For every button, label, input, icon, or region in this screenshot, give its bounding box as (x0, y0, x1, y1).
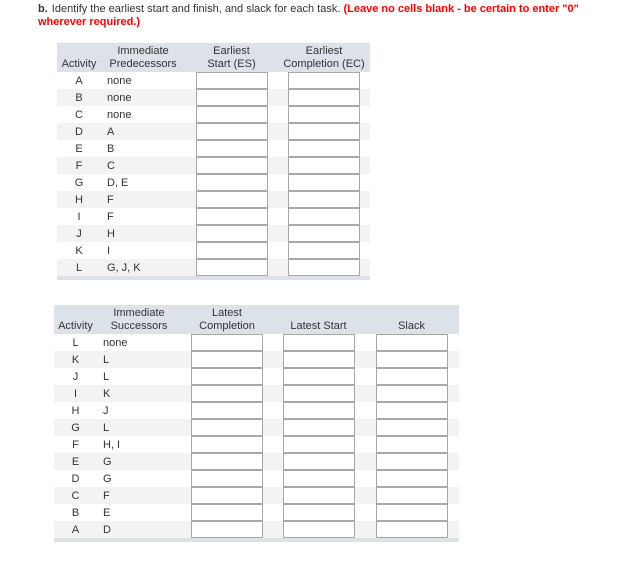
es-input[interactable] (196, 259, 268, 276)
slack-cell (364, 334, 459, 351)
es-cell (185, 140, 278, 157)
es-cell (185, 259, 278, 276)
activity-cell: L (57, 259, 101, 276)
table1-row (57, 259, 370, 276)
lc-input[interactable] (191, 334, 263, 351)
table1-row (57, 140, 370, 157)
es-input[interactable] (196, 89, 268, 106)
slack-input[interactable] (376, 385, 448, 402)
table2-header-activity: Activity (54, 305, 97, 334)
slack-input[interactable] (376, 368, 448, 385)
relation-cell: C (101, 157, 185, 174)
lc-cell (181, 385, 273, 402)
table2-row (54, 487, 459, 504)
ls-cell (273, 453, 364, 470)
relation-cell: H, I (97, 436, 181, 453)
lc-cell (181, 436, 273, 453)
lc-input[interactable] (191, 521, 263, 538)
ec-input[interactable] (288, 242, 360, 259)
table2-header-ls: Latest Start (273, 305, 364, 334)
ls-input[interactable] (283, 487, 355, 504)
ec-input[interactable] (288, 72, 360, 89)
lc-cell (181, 487, 273, 504)
relation-cell: H (101, 225, 185, 242)
activity-cell: H (54, 402, 97, 419)
relation-cell: K (97, 385, 181, 402)
lc-input[interactable] (191, 487, 263, 504)
activity-cell: A (57, 72, 101, 89)
ec-cell (278, 123, 370, 140)
table1-header-predecessors: Immediate Predecessors (101, 43, 185, 72)
question-text (38, 3, 598, 29)
relation-cell: A (101, 123, 185, 140)
lc-cell (181, 453, 273, 470)
activity-cell: K (54, 351, 97, 368)
activity-cell: E (57, 140, 101, 157)
table2-row (54, 521, 459, 538)
ls-cell (273, 504, 364, 521)
ls-input[interactable] (283, 402, 355, 419)
relation-cell: G (97, 453, 181, 470)
lc-input[interactable] (191, 470, 263, 487)
ec-input[interactable] (288, 225, 360, 242)
ls-input[interactable] (283, 436, 355, 453)
slack-cell (364, 504, 459, 521)
table2-row (54, 402, 459, 419)
question-prompt: Identify the earliest start and finish, and slack for each task. (51, 3, 341, 15)
activity-cell: K (57, 242, 101, 259)
lc-input[interactable] (191, 504, 263, 521)
activity-cell: I (54, 385, 97, 402)
es-cell (185, 208, 278, 225)
slack-cell (364, 487, 459, 504)
relation-cell: J (97, 402, 181, 419)
table2-row (54, 436, 459, 453)
slack-input[interactable] (376, 436, 448, 453)
relation-cell: B (101, 140, 185, 157)
activity-cell: H (57, 191, 101, 208)
slack-input[interactable] (376, 402, 448, 419)
relation-cell: none (101, 72, 185, 89)
slack-cell (364, 453, 459, 470)
es-cell (185, 225, 278, 242)
question-label: b. (38, 3, 48, 15)
table2-row (54, 334, 459, 351)
ls-cell (273, 487, 364, 504)
ls-input[interactable] (283, 453, 355, 470)
activity-cell: D (57, 123, 101, 140)
es-cell (185, 157, 278, 174)
ec-cell (278, 174, 370, 191)
ls-input[interactable] (283, 504, 355, 521)
relation-cell: L (97, 368, 181, 385)
relation-cell: L (97, 351, 181, 368)
activity-cell: D (54, 470, 97, 487)
table2-header-slack: Slack (364, 305, 459, 334)
ls-input[interactable] (283, 521, 355, 538)
slack-input[interactable] (376, 521, 448, 538)
es-input[interactable] (196, 140, 268, 157)
ls-cell (273, 402, 364, 419)
lc-cell (181, 521, 273, 538)
table2-row (54, 368, 459, 385)
slack-input[interactable] (376, 419, 448, 436)
lc-input[interactable] (191, 385, 263, 402)
table1-row (57, 72, 370, 89)
ec-cell (278, 259, 370, 276)
slack-input[interactable] (376, 334, 448, 351)
table1-header-row (57, 43, 370, 72)
table1-row (57, 242, 370, 259)
es-input[interactable] (196, 242, 268, 259)
ls-input[interactable] (283, 385, 355, 402)
ec-input[interactable] (288, 89, 360, 106)
activity-cell: A (54, 521, 97, 538)
es-cell (185, 242, 278, 259)
relation-cell: D (97, 521, 181, 538)
es-cell (185, 72, 278, 89)
activity-cell: J (57, 225, 101, 242)
ec-cell (278, 89, 370, 106)
relation-cell: E (97, 504, 181, 521)
lc-cell (181, 368, 273, 385)
ls-cell (273, 470, 364, 487)
es-input[interactable] (196, 174, 268, 191)
activity-cell: F (57, 157, 101, 174)
lc-cell (181, 504, 273, 521)
table2-row (54, 504, 459, 521)
slack-input[interactable] (376, 453, 448, 470)
activity-cell: C (54, 487, 97, 504)
table-footer-bar (57, 276, 370, 280)
ls-input[interactable] (283, 419, 355, 436)
table1-header-activity: Activity (57, 43, 101, 72)
table2-header-lc: Latest Completion (181, 305, 273, 334)
earliest-times-table (57, 43, 370, 280)
slack-cell (364, 351, 459, 368)
table1-row (57, 208, 370, 225)
activity-cell: G (57, 174, 101, 191)
es-cell (185, 106, 278, 123)
lc-input[interactable] (191, 351, 263, 368)
table-footer-cell (54, 538, 459, 542)
relation-cell: F (97, 487, 181, 504)
es-input[interactable] (196, 191, 268, 208)
table2-header-successors: Immediate Successors (97, 305, 181, 334)
table-footer-bar (54, 538, 459, 542)
ec-cell (278, 191, 370, 208)
ls-input[interactable] (283, 351, 355, 368)
slack-cell (364, 402, 459, 419)
table2-row (54, 385, 459, 402)
table2-header-row (54, 305, 459, 334)
slack-cell (364, 368, 459, 385)
ec-input[interactable] (288, 123, 360, 140)
relation-cell: D, E (101, 174, 185, 191)
slack-cell (364, 470, 459, 487)
table1-row (57, 191, 370, 208)
slack-cell (364, 436, 459, 453)
ec-cell (278, 72, 370, 89)
es-input[interactable] (196, 72, 268, 89)
es-input[interactable] (196, 106, 268, 123)
ls-input[interactable] (283, 470, 355, 487)
ec-input[interactable] (288, 191, 360, 208)
activity-cell: C (57, 106, 101, 123)
ec-cell (278, 106, 370, 123)
lc-input[interactable] (191, 419, 263, 436)
question-note: (Leave no cells blank - be certain to enter "0" wherever required.) (38, 3, 579, 28)
table2-row (54, 470, 459, 487)
relation-cell: F (101, 208, 185, 225)
es-cell (185, 123, 278, 140)
ls-cell (273, 351, 364, 368)
ec-cell (278, 225, 370, 242)
table2-row (54, 419, 459, 436)
ec-input[interactable] (288, 157, 360, 174)
lc-cell (181, 402, 273, 419)
ec-input[interactable] (288, 208, 360, 225)
slack-input[interactable] (376, 351, 448, 368)
activity-cell: G (54, 419, 97, 436)
activity-cell: E (54, 453, 97, 470)
lc-cell (181, 334, 273, 351)
es-input[interactable] (196, 225, 268, 242)
activity-cell: J (54, 368, 97, 385)
ls-cell (273, 436, 364, 453)
relation-cell: none (97, 334, 181, 351)
es-cell (185, 174, 278, 191)
relation-cell: none (101, 89, 185, 106)
es-cell (185, 191, 278, 208)
relation-cell: L (97, 419, 181, 436)
slack-input[interactable] (376, 487, 448, 504)
es-input[interactable] (196, 157, 268, 174)
lc-input[interactable] (191, 368, 263, 385)
table1-row (57, 123, 370, 140)
table1-header-ec: Earliest Completion (EC) (278, 43, 370, 72)
lc-input[interactable] (191, 436, 263, 453)
table1-row (57, 157, 370, 174)
lc-cell (181, 351, 273, 368)
slack-cell (364, 419, 459, 436)
relation-cell: none (101, 106, 185, 123)
activity-cell: I (57, 208, 101, 225)
table1-header-es: Earliest Start (ES) (185, 43, 278, 72)
lc-cell (181, 419, 273, 436)
relation-cell: F (101, 191, 185, 208)
table2-row (54, 453, 459, 470)
lc-input[interactable] (191, 402, 263, 419)
ec-cell (278, 157, 370, 174)
ec-cell (278, 140, 370, 157)
ec-cell (278, 242, 370, 259)
ls-cell (273, 334, 364, 351)
slack-input[interactable] (376, 504, 448, 521)
table1-row (57, 106, 370, 123)
ls-input[interactable] (283, 334, 355, 351)
es-input[interactable] (196, 208, 268, 225)
table1-row (57, 174, 370, 191)
ls-input[interactable] (283, 368, 355, 385)
activity-cell: B (54, 504, 97, 521)
table2-row (54, 351, 459, 368)
table1-row (57, 89, 370, 106)
ls-cell (273, 385, 364, 402)
slack-cell (364, 385, 459, 402)
es-input[interactable] (196, 123, 268, 140)
ls-cell (273, 419, 364, 436)
activity-cell: L (54, 334, 97, 351)
activity-cell: F (54, 436, 97, 453)
slack-cell (364, 521, 459, 538)
ls-cell (273, 521, 364, 538)
lc-cell (181, 470, 273, 487)
ec-cell (278, 208, 370, 225)
es-cell (185, 89, 278, 106)
relation-cell: G (97, 470, 181, 487)
relation-cell: I (101, 242, 185, 259)
lc-input[interactable] (191, 453, 263, 470)
table1-row (57, 225, 370, 242)
ec-input[interactable] (288, 259, 360, 276)
table-footer-cell (57, 276, 370, 280)
slack-input[interactable] (376, 470, 448, 487)
ls-cell (273, 368, 364, 385)
ec-input[interactable] (288, 140, 360, 157)
ec-input[interactable] (288, 174, 360, 191)
ec-input[interactable] (288, 106, 360, 123)
relation-cell: G, J, K (101, 259, 185, 276)
latest-times-table (54, 305, 459, 542)
activity-cell: B (57, 89, 101, 106)
